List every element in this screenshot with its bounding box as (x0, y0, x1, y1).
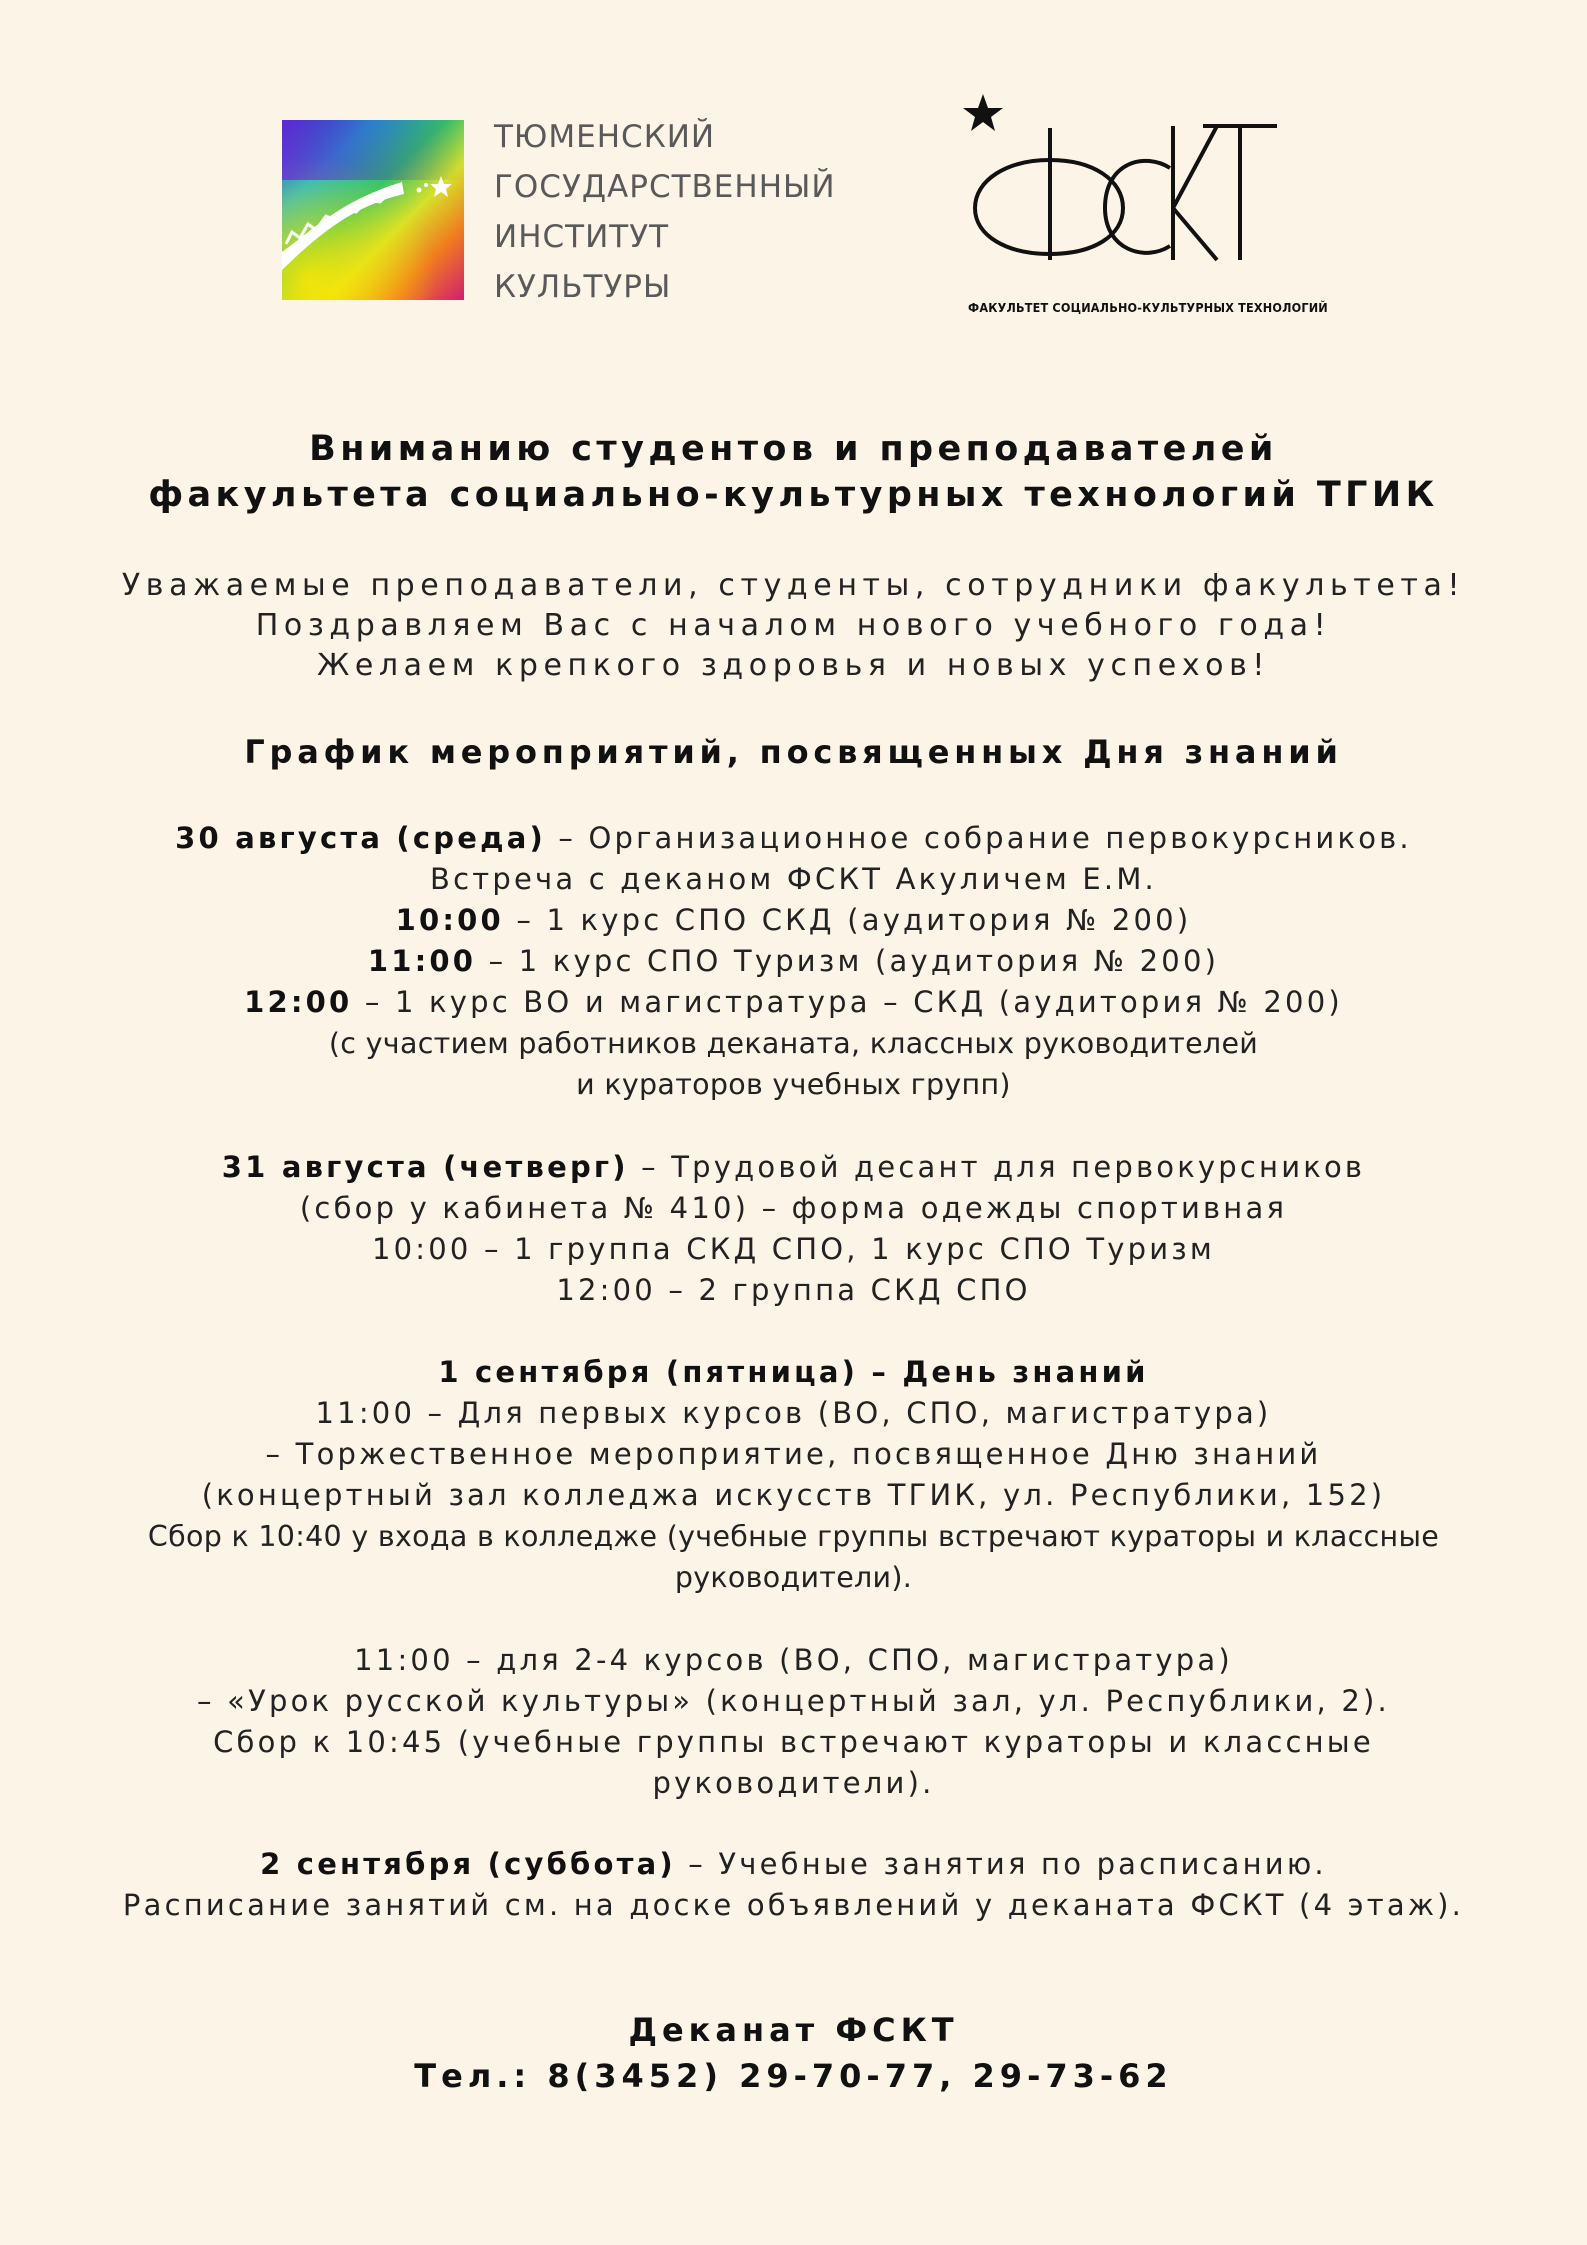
institute-name (494, 112, 894, 312)
greeting-line: Поздравляем Вас с началом нового учебного года! (255, 608, 1332, 643)
title-line: Вниманию студентов и преподавателей (309, 429, 1278, 469)
greeting-line: Уважаемые преподаватели, студенты, сотрудники факультета! (121, 568, 1466, 603)
event-date: 31 августа (четверг) (221, 1150, 629, 1184)
event-line (0, 1352, 1587, 1393)
greeting-line: Желаем крепкого здоровья и новых успехов! (316, 648, 1271, 683)
event-line (0, 900, 1587, 941)
event-note: руководители). (674, 1561, 913, 1594)
tgik-logo (282, 120, 464, 300)
event-time-text: – 1 курс СПО СКД (аудитория № 200) (503, 903, 1192, 937)
event-line: Встреча с деканом ФСКТ Акуличем Е.М. (430, 862, 1157, 896)
event-line: Расписание занятий см. на доске объявлений у деканата ФСКТ (4 этаж). (122, 1888, 1465, 1922)
fskt-caption: ФАКУЛЬТЕТ СОЦИАЛЬНО-КУЛЬТУРНЫХ ТЕХНОЛОГИЙ (968, 300, 1328, 315)
event-time-text: – 1 курс ВО и магистратура – СКД (аудитория № 200) (352, 985, 1343, 1019)
fskt-logo (955, 90, 1285, 265)
dean-office: Деканат ФСКТ (628, 2011, 959, 2049)
event-line: – Торжественное мероприятие, посвященное Дню знаний (265, 1437, 1322, 1471)
event-date: 30 августа (среда) (175, 821, 546, 855)
event-time: 12:00 (244, 985, 353, 1019)
event-line: Сбор к 10:45 (учебные группы встречают кураторы и классные (213, 1725, 1374, 1759)
event-note: Сбор к 10:40 у входа в колледже (учебные группы встречают кураторы и классные (147, 1520, 1440, 1553)
schedule-title: График мероприятий, посвященных Дня знаний (244, 733, 1343, 771)
event-sep1 (0, 1352, 1587, 1598)
title-line: факультета социально-культурных технологий ТГИК (148, 475, 1439, 515)
event-line (0, 982, 1587, 1023)
event-line: – «Урок русской культуры» (концертный зал, ул. Республики, 2). (197, 1684, 1390, 1718)
event-sep1-upper-courses (0, 1640, 1587, 1804)
event-line: 11:00 – Для первых курсов (ВО, СПО, магистратура) (315, 1396, 1272, 1430)
event-aug31 (0, 1147, 1587, 1311)
page-title (0, 426, 1587, 518)
institute-name-line: ГОСУДАРСТВЕННЫЙ (494, 169, 836, 205)
event-heading: 1 сентября (пятница) – День знаний (438, 1355, 1149, 1389)
event-time: 11:00 (367, 944, 477, 978)
institute-name-line: ИНСТИТУТ (494, 219, 670, 255)
event-line (0, 941, 1587, 982)
event-aug30 (0, 818, 1587, 1105)
event-date: 2 сентября (суббота) (260, 1847, 676, 1881)
event-desc: – Учебные занятия по расписанию. (675, 1847, 1327, 1881)
event-line: (концертный зал колледжа искусств ТГИК, ул. Республики, 152) (201, 1478, 1386, 1512)
phone-numbers: Тел.: 8(3452) 29-70-77, 29-73-62 (414, 2057, 1173, 2095)
event-line: 10:00 – 1 группа СКД СПО, 1 курс СПО Туризм (372, 1232, 1215, 1266)
event-line: руководители). (652, 1766, 935, 1800)
event-desc: – Трудовой десант для первокурсников (628, 1150, 1366, 1184)
contact-footer (0, 2007, 1587, 2099)
event-line (0, 1844, 1587, 1885)
event-line: (сбор у кабинета № 410) – форма одежды спортивная (299, 1191, 1288, 1225)
event-line: 12:00 – 2 группа СКД СПО (556, 1273, 1031, 1307)
greeting (0, 566, 1587, 686)
event-note: (с участием работников деканата, классных руководителей (328, 1027, 1259, 1060)
event-note: и кураторов учебных групп) (576, 1068, 1011, 1101)
event-sep2 (0, 1844, 1587, 1926)
event-time-text: – 1 курс СПО Туризм (аудитория № 200) (476, 944, 1220, 978)
event-time: 10:00 (395, 903, 504, 937)
event-line: 11:00 – для 2-4 курсов (ВО, СПО, магистратура) (354, 1643, 1233, 1677)
event-line (0, 1147, 1587, 1188)
event-desc: – Организационное собрание первокурсников. (545, 821, 1412, 855)
event-line (0, 818, 1587, 859)
institute-name-line: КУЛЬТУРЫ (494, 269, 672, 305)
institute-name-line: ТЮМЕНСКИЙ (494, 119, 716, 155)
